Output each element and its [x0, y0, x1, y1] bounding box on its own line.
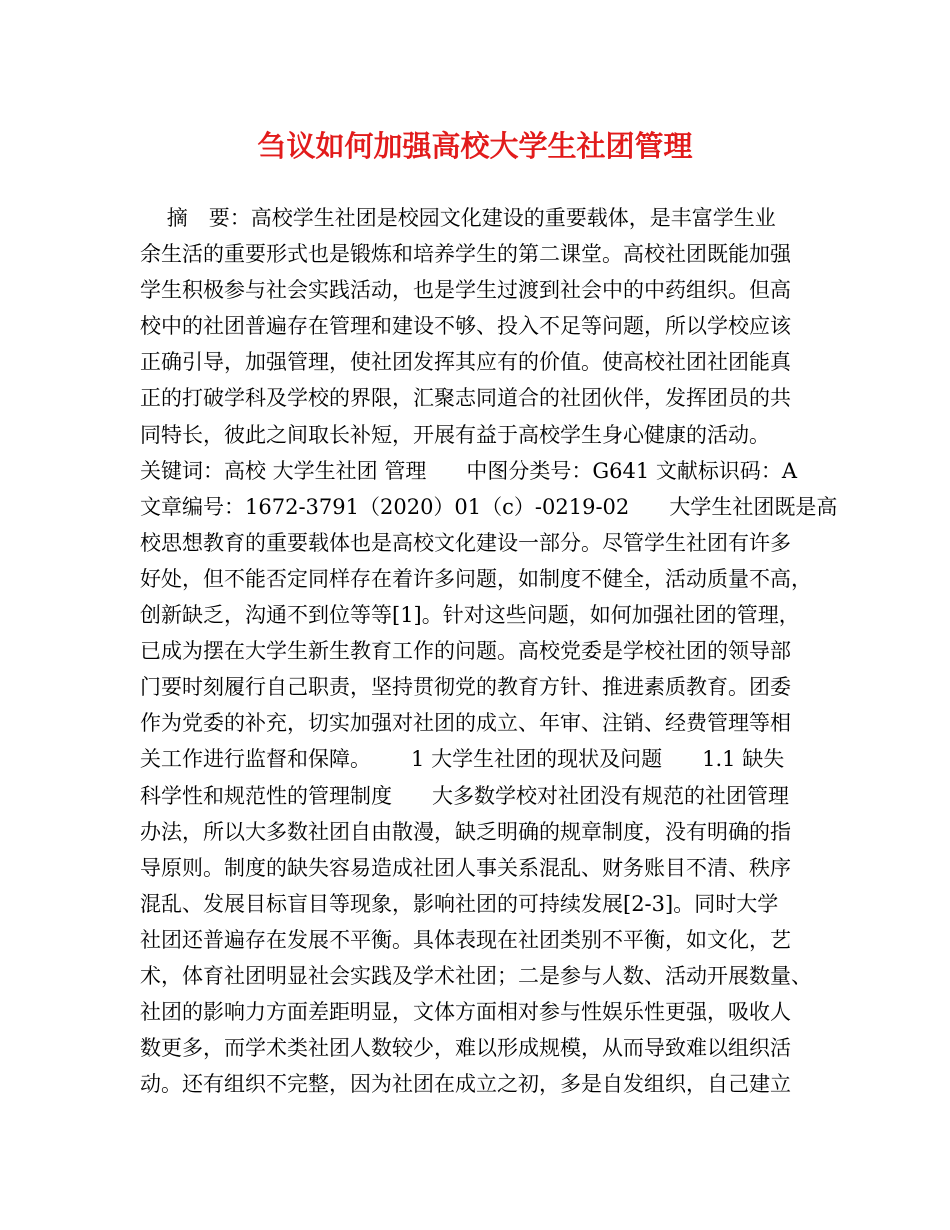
document-title: 刍议如何加强高校大学生社团管理 [257, 129, 693, 163]
body-line: 作为党委的补充，切实加强对社团的成立、年审、注销、经费管理等相 [140, 711, 791, 736]
body-line: 数更多，而学术类社团人数较少，难以形成规模，从而导致难以组织活 [140, 1036, 791, 1061]
body-line: 关工作进行监督和保障。 1 大学生社团的现状及问题 1.1 缺失 [140, 747, 785, 772]
body-line: 社团还普遍存在发展不平衡。具体表现在社团类别不平衡，如文化，艺 [140, 927, 791, 952]
body-line: 文章编号：1672-3791（2020）01（c）-0219-02 大学生社团既是高 [140, 494, 838, 519]
body-line: 摘 要：高校学生社团是校园文化建设的重要载体，是丰富学生业 [140, 206, 776, 230]
body-line: 关键词：高校 大学生社团 管理 中图分类号：G641 文献标识码：A [140, 458, 798, 483]
body-line: 好处，但不能否定同样存在着许多问题，如制度不健全，活动质量不高， [140, 566, 812, 591]
body-line: 术，体育社团明显社会实践及学术社团；二是参与人数、活动开展数量、 [140, 963, 812, 988]
body-line: 正确引导，加强管理，使社团发挥其应有的价值。使高校社团社团能真 [140, 350, 791, 375]
body-line: 导原则。制度的缺失容易造成社团人事关系混乱、财务账目不清、秩序 [140, 855, 791, 880]
body-line: 办法，所以大多数社团自由散漫，缺乏明确的规章制度，没有明确的指 [140, 819, 791, 844]
body-line: 学生积极参与社会实践活动，也是学生过渡到社会中的中药组织。但高 [140, 278, 791, 303]
body-line: 动。还有组织不完整，因为社团在成立之初，多是自发组织，自己建立 [140, 1072, 791, 1097]
body-line: 已成为摆在大学生新生教育工作的问题。高校党委是学校社团的领导部 [140, 639, 791, 664]
body-line: 同特长，彼此之间取长补短，开展有益于高校学生身心健康的活动。 [140, 422, 770, 447]
body-line: 创新缺乏，沟通不到位等等[1]。针对这些问题，如何加强社团的管理， [140, 603, 800, 628]
body-line: 科学性和规范性的管理制度 大多数学校对社团没有规范的社团管理 [140, 783, 790, 808]
body-line: 校中的社团普遍存在管理和建设不够、投入不足等问题，所以学校应该 [140, 314, 791, 339]
body-line: 校思想教育的重要载体也是高校文化建设一部分。尽管学生社团有许多 [140, 530, 791, 555]
body-line: 社团的影响力方面差距明显，文体方面相对参与性娱乐性更强，吸收人 [140, 1000, 791, 1025]
document-body [140, 200, 838, 1102]
body-line: 正的打破学科及学校的界限，汇聚志同道合的社团伙伴，发挥团员的共 [140, 386, 791, 411]
body-line: 混乱、发展目标盲目等现象，影响社团的可持续发展[2-3]。同时大学 [140, 891, 779, 916]
body-line: 余生活的重要形式也是锻炼和培养学生的第二课堂。高校社团既能加强 [140, 242, 791, 267]
body-line: 门要时刻履行自己职责，坚持贯彻党的教育方针、推进素质教育。团委 [140, 675, 791, 700]
